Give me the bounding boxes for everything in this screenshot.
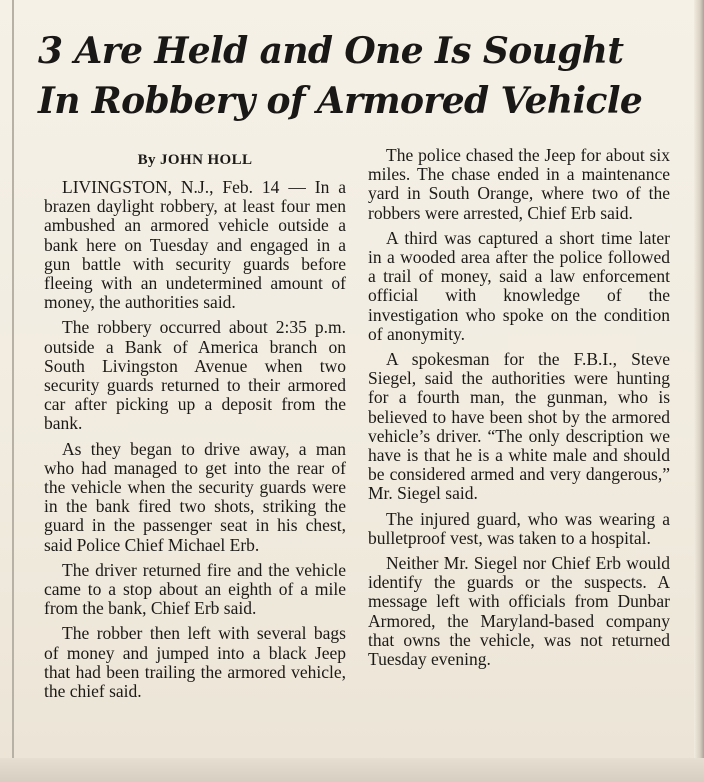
paragraph: As they began to drive away, a man who had managed to get into the rear of the vehicle when the security guards were in the bank fired two shots, striking the guard in the passenger seat in his chest, said Police Chief Michael Erb. [44,438,346,555]
paragraph: Neither Mr. Siegel nor Chief Erb would identify the guards or the suspects. A message left with officials from Dunbar Armored, the Maryland-based company that owns the vehicle, was not returned Tuesday evening. [368,553,670,670]
paragraph: The robber then left with several bags of money and jumped into a black Jeep that had been trailing the armored vehicle, the chief said. [44,623,346,702]
headline-line-1: 3 Are Held and One Is Sought [38,30,624,72]
paragraph: A third was captured a short time later in a wooded area after the police followed a trail of money, said a law enforcement official with knowledge of the investigation who spoke on the condition of anonymity. [368,227,670,344]
article-column-left [44,150,346,707]
paper-bottom-margin [0,758,704,782]
headline-line-2: In Robbery of Armored Vehicle [38,80,643,122]
paragraph: The driver returned fire and the vehicle came to a stop about an eighth of a mile from the bank, Chief Erb said. [44,559,346,619]
paragraph: The robbery occurred about 2:35 p.m. outside a Bank of America branch on South Livingston Avenue when two security guards returned to their armored car after picking up a deposit from the bank. [44,317,346,434]
paragraph: LIVINGSTON, N.J., Feb. 14 — In a brazen daylight robbery, at least four men ambushed an armored vehicle outside a bank here on Tuesday and engaged in a gun battle with security guards before fleeing with an undetermined amount of money, the authorities said. [44,177,346,313]
article-column-right [368,146,670,675]
paper-shadow-edge [694,0,704,782]
paragraph: The police chased the Jeep for about six miles. The chase ended in a maintenance yard in South Orange, where two of the robbers were arrested, Chief Erb said. [368,145,670,223]
byline: By JOHN HOLL [137,152,253,168]
paragraph: A spokesman for the F.B.I., Steve Siegel, said the authorities were hunting for a fourth man, the gunman, who is believed to have been shot by the armored vehicle’s driver. “The only description we have is that he is a white male and should be considered armed and very dangerous,” Mr. Siegel said. [368,349,670,504]
paper-edge-line [12,0,14,782]
headline [38,26,678,126]
paragraph: The injured guard, who was wearing a bulletproof vest, was taken to a hospital. [368,508,670,548]
